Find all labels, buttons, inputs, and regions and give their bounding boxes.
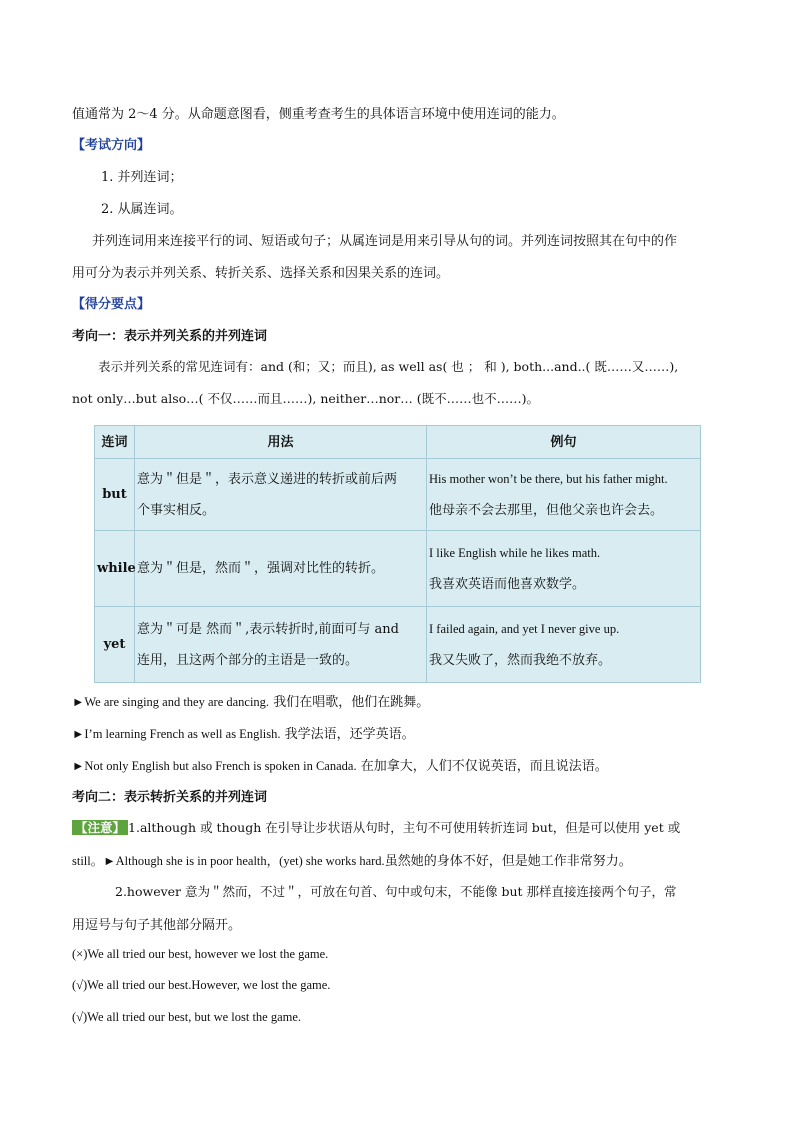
section-direction-title: 【考试方向】 xyxy=(72,138,151,153)
example-english: ►We are singing and they are dancing. xyxy=(72,695,270,709)
example-english: I failed again, and yet I never give up. xyxy=(429,621,620,636)
sample-sentence: (√)We all tried our best.However, we lost the game. xyxy=(72,978,331,992)
note-line-1 xyxy=(72,818,680,836)
example-cell xyxy=(427,531,701,607)
table-row xyxy=(95,459,701,531)
example-english: His mother won’t be there, but his father might. xyxy=(429,471,668,486)
header-example: 例句 xyxy=(427,426,701,459)
usage-line: 个事实相反。 xyxy=(137,502,216,518)
note-example-chinese: 虽然她的身体不好，但是她工作非常努力。 xyxy=(384,854,632,869)
header-conjunction: 连词 xyxy=(95,426,135,459)
usage-line: 意为＂但是＂，表示意义递进的转折或前后两 xyxy=(137,471,398,487)
usage-cell xyxy=(135,459,427,531)
example-chinese: 在加拿大，人们不仅说英语，而且说法语。 xyxy=(360,759,608,774)
example-sentence xyxy=(72,755,608,774)
note-tag: 【注意】 xyxy=(72,820,128,835)
example-english: I like English while he likes math. xyxy=(429,545,601,560)
topic1-title: 考向一：表示并列关系的并列连词 xyxy=(72,329,268,344)
sample-sentence: (×)We all tried our best, however we lost the game. xyxy=(72,947,329,961)
section-points-title: 【得分要点】 xyxy=(72,297,151,312)
usage-line: 连用，且这两个部分的主语是一致的。 xyxy=(137,652,359,668)
usage-cell xyxy=(135,531,427,607)
direction-item-1: 1. 并列连词； xyxy=(101,170,183,185)
definition-line-1: 并列连词用来连接平行的词、短语或句子；从属连词是用来引导从句的词。并列连词按照其在句中的作 xyxy=(92,234,678,249)
example-english: ►I’m learning French as well as English. xyxy=(72,727,281,741)
note-example-english: still。►Although she is in poor health，(yet) she works hard. xyxy=(72,854,385,868)
note-text: 1.although 或 though 在引导让步状语从句时，主句不可使用转折连词 but，但是可以使用 yet 或 xyxy=(128,820,681,835)
example-english: ►Not only English but also French is spoken in Canada. xyxy=(72,759,357,773)
example-chinese: 我学法语，还学英语。 xyxy=(284,727,415,742)
example-chinese: 我喜欢英语而他喜欢数学。 xyxy=(429,576,586,592)
table-row xyxy=(95,607,701,683)
topic1-line-1: 表示并列关系的常见连词有：and (和；又；而且), as well as( 也 ； 和 ), both...and..( 既……又……), xyxy=(98,359,679,374)
topic1-line-2: not only…but also…( 不仅……而且……), neither…nor… (既不……也不……)。 xyxy=(72,391,539,406)
example-chinese: 我又失败了，然而我绝不放弃。 xyxy=(429,652,612,668)
example-sentence xyxy=(72,691,429,710)
intro-line: 值通常为 2～4 分。从命题意图看，侧重考查考生的具体语言环境中使用连词的能力。 xyxy=(72,107,565,122)
usage-cell xyxy=(135,607,427,683)
word-cell: yet xyxy=(95,607,135,683)
example-cell xyxy=(427,607,701,683)
table-header-row xyxy=(95,426,701,459)
table-row xyxy=(95,531,701,607)
sample-sentence: (√)We all tried our best, but we lost the game. xyxy=(72,1010,302,1024)
word-cell: but xyxy=(95,459,135,531)
example-cell xyxy=(427,459,701,531)
usage-line: 意为＂但是，然而＂，强调对比性的转折。 xyxy=(137,561,385,576)
however-line-2: 用逗号与句子其他部分隔开。 xyxy=(72,918,242,933)
word-cell: while xyxy=(95,531,135,607)
note-line-2 xyxy=(72,850,632,869)
direction-item-2: 2. 从属连词。 xyxy=(101,202,183,217)
conjunction-table xyxy=(94,425,701,683)
example-sentence xyxy=(72,723,415,742)
header-usage: 用法 xyxy=(135,426,427,459)
example-chinese: 我们在唱歌，他们在跳舞。 xyxy=(273,695,430,710)
example-chinese: 他母亲不会去那里，但他父亲也许会去。 xyxy=(429,502,664,518)
usage-line: 意为＂可是 然而＂,表示转折时,前面可与 and xyxy=(137,621,399,637)
topic2-title: 考向二：表示转折关系的并列连词 xyxy=(72,790,268,805)
however-line-1: 2.however 意为＂然而，不过＂，可放在句首、句中或句末，不能像 but 那样直接连接两个句子，常 xyxy=(115,884,677,899)
definition-line-2: 用可分为表示并列关系、转折关系、选择关系和因果关系的连词。 xyxy=(72,266,450,281)
